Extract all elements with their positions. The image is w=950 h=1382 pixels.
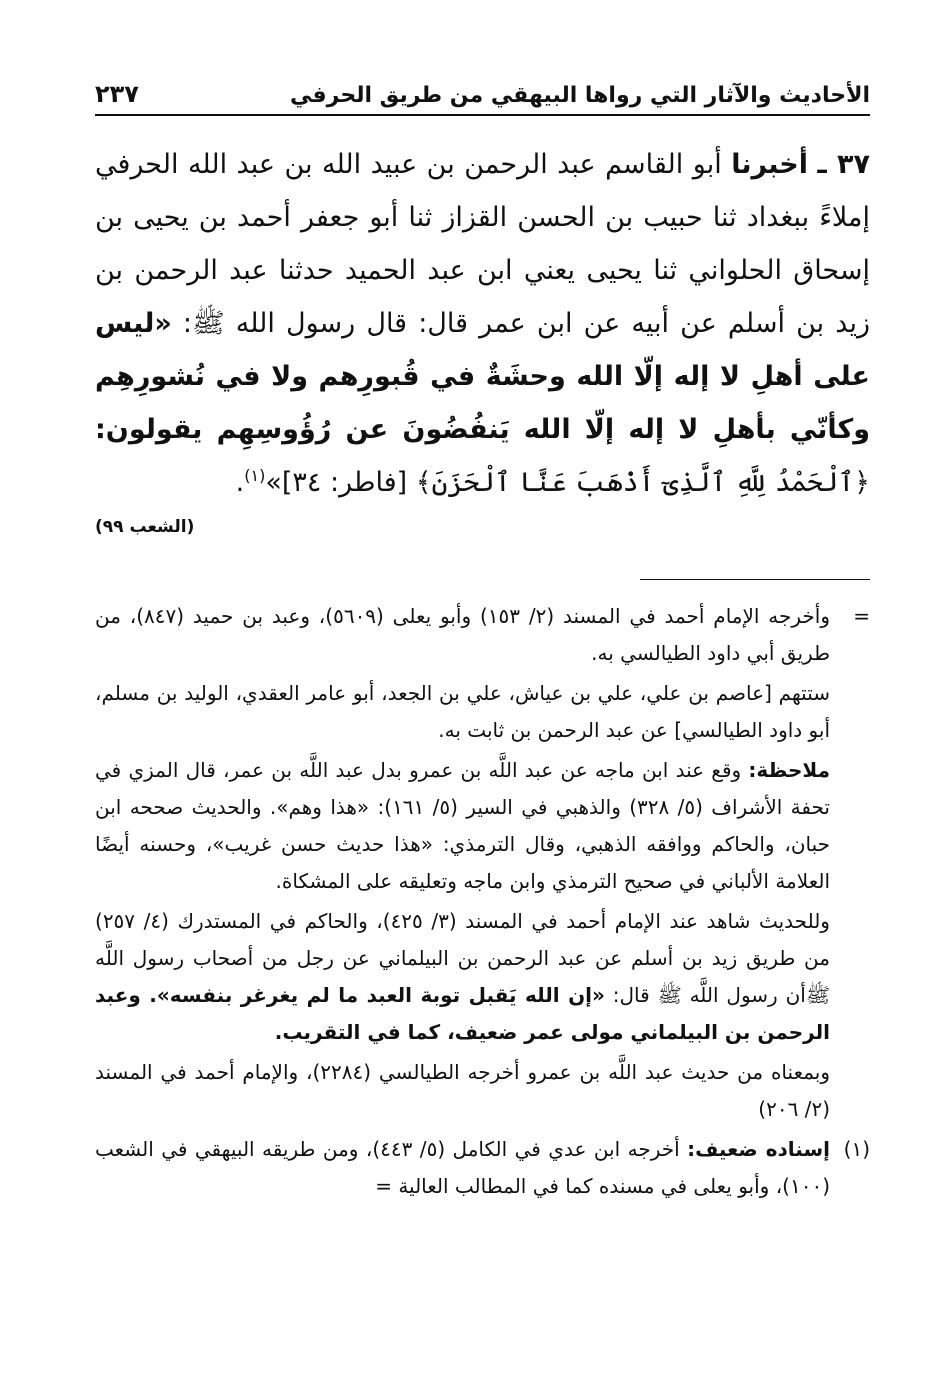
note-label: إسناده ضعيف: — [687, 1137, 830, 1161]
note-text: وللحديث شاهد عند الإمام أحمد في المسند (٣/ ٤٢٥)، والحاكم في المستدرك (٤/ ٢٥٧) من طريق زيد بن أسلم عن عبد الرحمن بن البيلماني عن رجل من أصحاب رسول اللَّه ﷺأن رسول اللَّه ﷺ قال: — [95, 909, 830, 1007]
hadith-number: ٣٧ ـ — [817, 149, 870, 180]
source-citation — [95, 517, 870, 537]
note-label: ملاحظة: — [748, 758, 830, 782]
quran-verse: ﴿ٱلْحَمْدُ لِلَّهِ ٱلَّذِىٓ أَذْهَبَ عَنَّا ٱلْحَزَنَ﴾ — [415, 467, 870, 498]
footnote-continuation — [95, 598, 870, 1131]
hadith-end: . — [235, 467, 245, 498]
footnote-number: (١) — [843, 1137, 870, 1161]
page-number: ٢٣٧ — [95, 80, 139, 108]
note-paragraph: ستتهم [عاصم بن علي، علي بن عياش، علي بن الجعد، أبو عامر العقدي، الوليد بن مسلم، أبو داود الطيالسي] عن عبد الرحمن بن ثابت به. — [95, 681, 830, 742]
source-label: (الشعب ٩٩) — [95, 517, 195, 537]
footnote-1 — [95, 1131, 870, 1208]
note-paragraph — [95, 752, 830, 900]
note-text: وقع عند ابن ماجه عن عبد اللَّه بن عمرو بدل عبد اللَّه بن عمر، قال المزي في تحفة الأشراف (٥/ ٣٢٨) والذهبي في السير (٥/ ١٦١): «هذا وهم». والحديث صححه ابن حبان، والحاكم ووافقه الذهبي، وقال الترمذي: «هذا حديث حسن غريب»، وحسنه أيضًا العلامة الألباني في صحيح الترمذي وابن ماجه وتعليقه على المشكاة. — [95, 758, 830, 893]
note-paragraph — [95, 903, 830, 1051]
hadith-isnad: أبو القاسم عبد الرحمن بن عبيد الله بن عبد الله الحرفي إملاءً ببغداد ثنا حبيب بن الحسن القزاز ثنا أبو جعفر أحمد بن يحيى بن إسحاق الحلواني ثنا يحيى يعني ابن عبد الحميد حدثنا عبد الرحمن بن زيد بن أسلم عن أبيه عن ابن عمر قال: قال رسول الله ﷺ: — [95, 149, 870, 339]
hadith-text — [95, 138, 870, 509]
quran-reference: [فاطر: ٣٤]» — [265, 467, 416, 498]
continuation-mark: = — [853, 604, 870, 628]
book-page — [95, 60, 870, 1360]
note-paragraph: وبمعناه من حديث عبد اللَّه بن عمرو أخرجه الطيالسي (٢٢٨٤)، والإمام أحمد في المسند (٢/ ٢٠٦) — [95, 1060, 830, 1121]
footnote-reference: (١) — [244, 466, 266, 485]
note-paragraph: وأخرجه الإمام أحمد في المسند (٢/ ١٥٣) وأبو يعلى (٥٦٠٩)، وعبد بن حميد (٨٤٧)، من طريق أبي داود الطيالسي به. — [95, 604, 830, 665]
note-text: أخرجه ابن عدي في الكامل (٥/ ٤٤٣)، ومن طريقه البيهقي في الشعب (١٠٠)، وأبو يعلى في مسنده كما في المطالب العالية = — [95, 1137, 830, 1198]
page-header — [95, 60, 870, 116]
note-paragraph — [95, 1131, 830, 1205]
running-title: الأحاديث والآثار التي رواها البيهقي من طريق الحرفي — [289, 83, 870, 108]
hadith-opening-word: أخبرنا — [731, 149, 809, 180]
hadith-matn: «ليس على أهلِ لا إله إلّا الله وحشَةٌ في قُبورِهم ولا في نُشورِهِم وكأنّي بأهلِ لا إله إلّا الله يَنفُضُونَ عن رُؤُوسِهِم يقولون: — [95, 308, 870, 445]
footnote-divider — [640, 579, 870, 580]
footnotes — [95, 598, 870, 1208]
note-bold-text: «إن الله يَقبل توبة العبد ما لم يغرغر بنفسه». وعبد الرحمن بن البيلماني مولى عمر ضعيف، كما في التقريب. — [95, 983, 830, 1044]
